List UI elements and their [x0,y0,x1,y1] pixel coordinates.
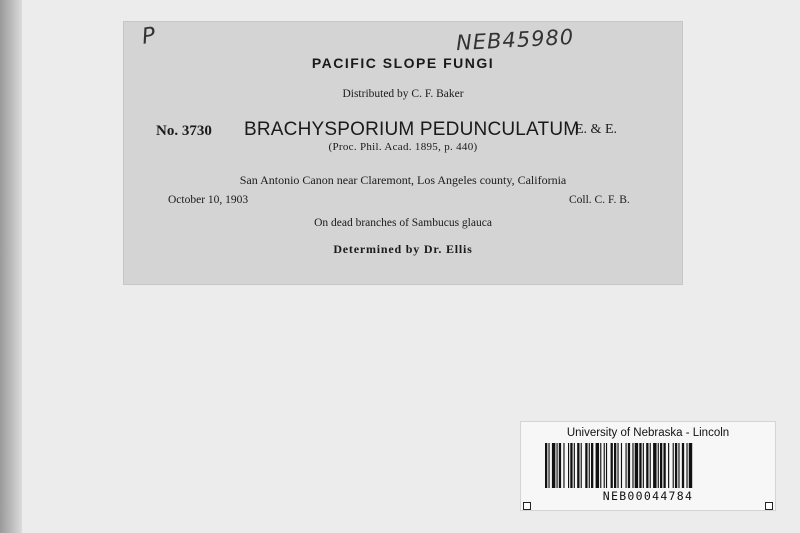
barcode-bar [686,443,687,488]
label-title: PACIFIC SLOPE FUNGI [311,55,495,71]
barcode-bar [635,443,638,488]
collection-date: October 10, 1903 [168,194,249,206]
barcode-bar [577,443,579,488]
corner-mark: P [140,23,157,50]
barcode-bar [675,443,677,488]
distributed-by: Distributed by C. F. Baker [342,88,464,100]
barcode-bar [600,443,601,488]
barcode-bar [589,443,590,488]
barcode-bar [646,443,648,488]
barcode-bar [626,443,627,488]
institution-name: University of Nebraska - Lincoln [566,427,730,439]
barcode-bar [568,443,569,488]
species-name: BRACHYSPORIUM PEDUNCULATUM [244,119,580,140]
barcode-bar [570,443,572,488]
barcode-bar [621,443,622,488]
collector: Coll. C. F. B. [569,194,630,206]
specimen-number: No. 3730 [156,123,212,139]
barcode-bar [614,443,616,488]
accession-number: NEB45980 [455,24,575,56]
barcode-bar [574,443,575,488]
barcode-bar [632,443,633,488]
barcode-bar [660,443,662,488]
barcode-bar [585,443,587,488]
barcode-bar [650,443,651,488]
barcode-bar [591,443,593,488]
barcode-bar [545,443,547,488]
determined-by: Determined by Dr. Ellis [333,242,473,256]
barcode-icon [545,443,751,488]
barcode-bar [643,443,644,488]
barcode-bar [611,443,613,488]
barcode-bar [604,443,605,488]
barcode-bar [653,443,656,488]
barcode-bar [673,443,674,488]
barcode-bar [606,443,607,488]
barcode-bar [617,443,618,488]
barcode-bar [668,443,669,488]
barcode-number: NEB00044784 [602,489,694,503]
barcode-bar [552,443,555,488]
sheet-left-edge [0,0,22,533]
barcode-bar [682,443,684,488]
barcode-bar [663,443,665,488]
specimen-label [124,22,682,284]
citation: (Proc. Phil. Acad. 1895, p. 440) [328,141,478,153]
barcode-bar [628,443,630,488]
barcode-bar [548,443,549,488]
barcode-bar [658,443,659,488]
barcode-bar [678,443,679,488]
substrate: On dead branches of Sambucus glauca [314,217,492,229]
barcode-bar [557,443,558,488]
barcode-bar [689,443,692,488]
barcode-bar [559,443,561,488]
corner-tick-left [523,502,531,510]
barcode-bar [596,443,599,488]
barcode-bar [581,443,582,488]
corner-tick-right [765,502,773,510]
barcode-label [521,422,775,510]
species-authors: E. & E. [575,122,617,137]
barcode-bar [563,443,564,488]
locality: San Antonio Canon near Claremont, Los Angeles county, California [239,173,567,187]
barcode-bar [639,443,641,488]
